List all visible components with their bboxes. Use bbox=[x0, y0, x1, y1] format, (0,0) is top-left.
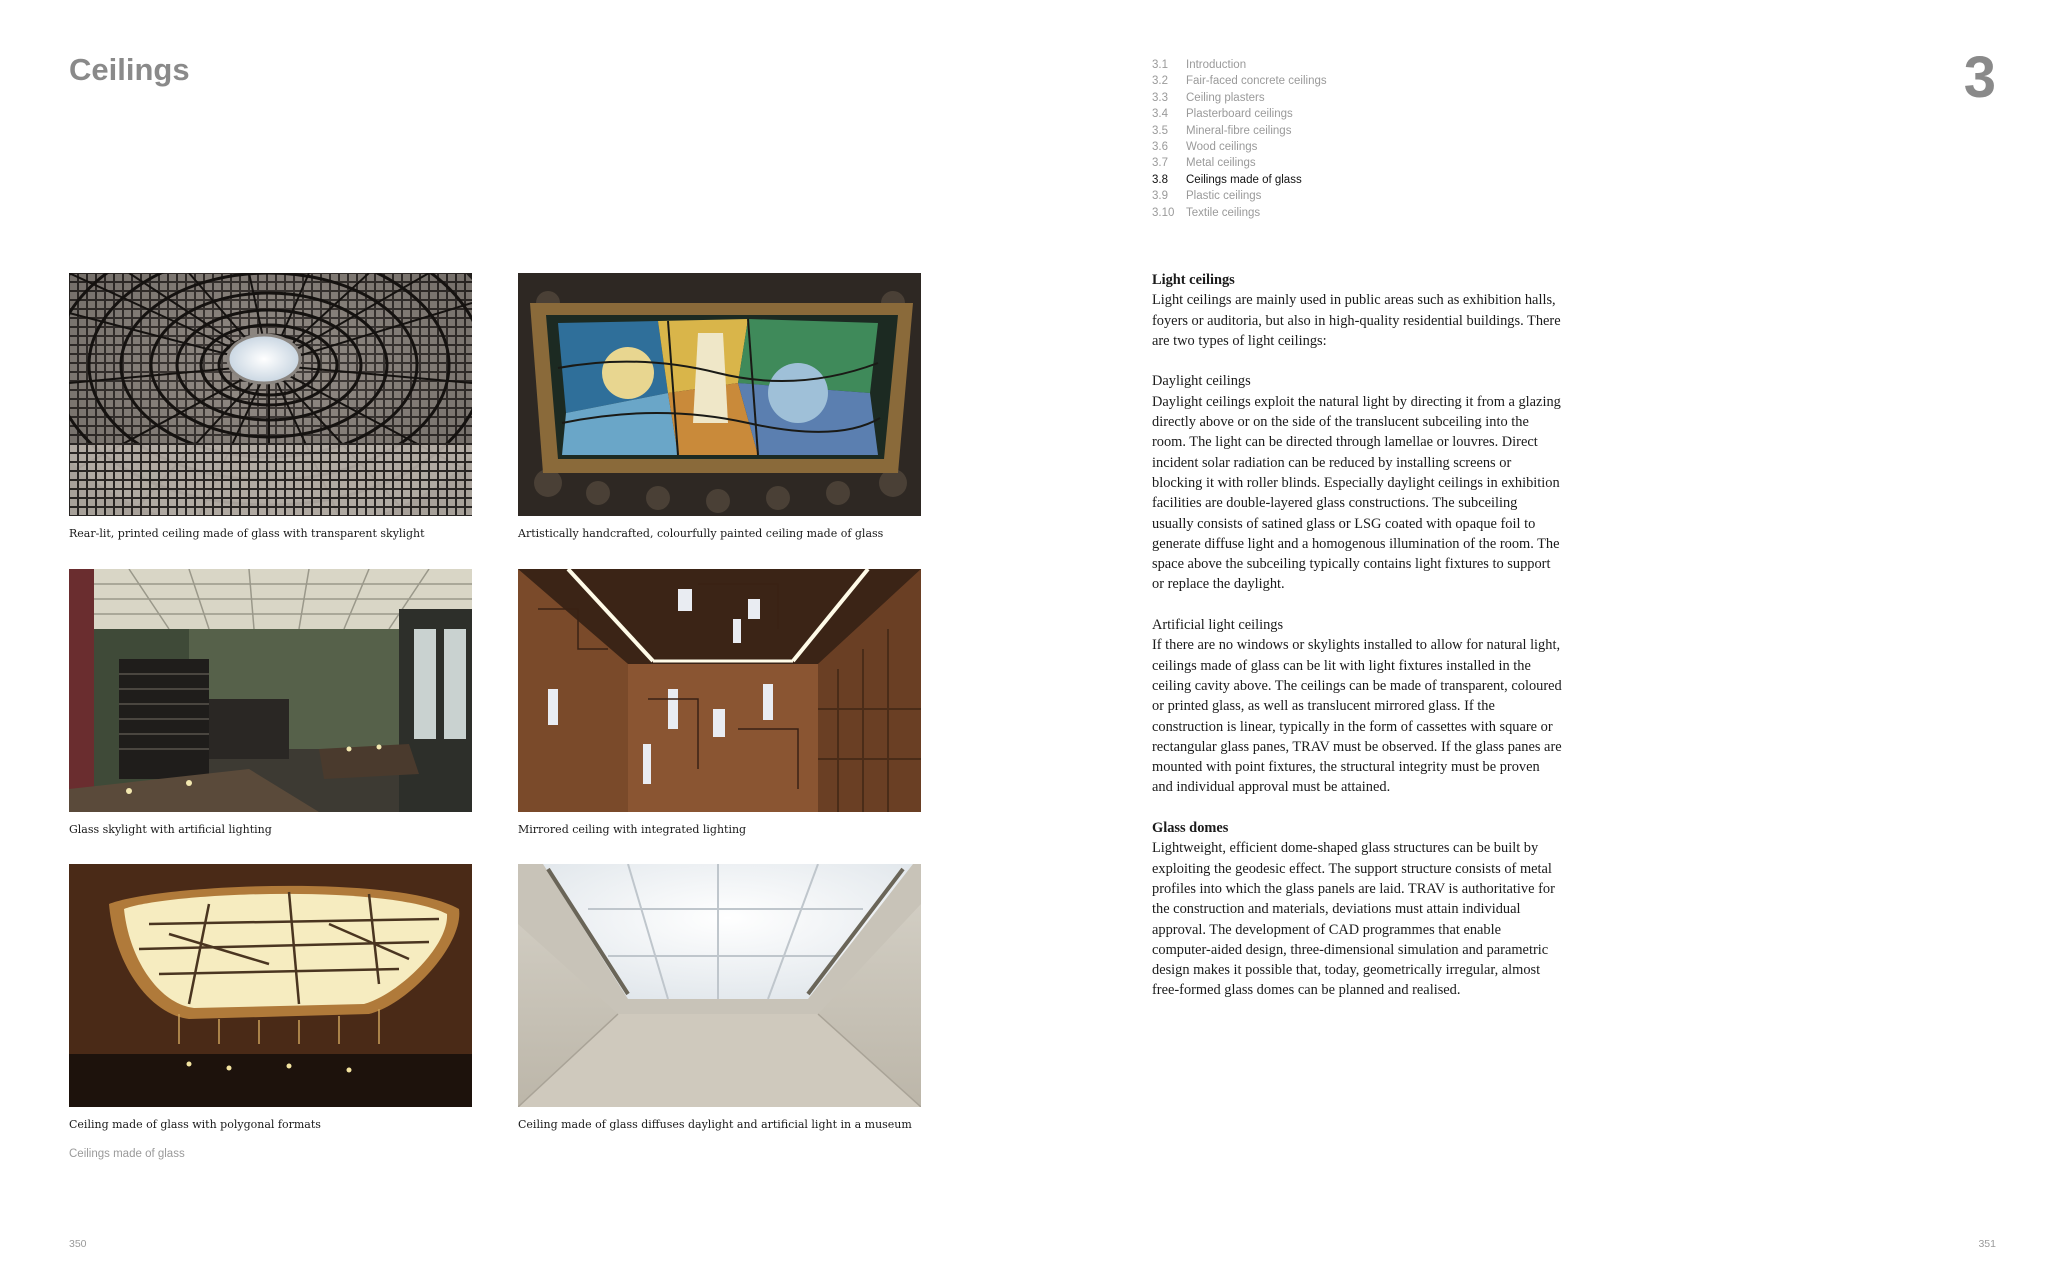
toc-number: 3.8 bbox=[1152, 173, 1168, 186]
light-ceilings-heading: Light ceilings bbox=[1152, 272, 1235, 288]
photo-stained-glass bbox=[518, 273, 921, 516]
toc-item[interactable] bbox=[1152, 106, 1327, 122]
glass-domes-paragraph: Lightweight, efficient dome-shaped glass structures can be built by exploiting the geodesic effect. The support structure consists of metal profiles into which the glass panels are laid. TRAV is authoritative for the construction and materials, deviations must attain individual approval. The development of CAD programmes that enable computer-aided design, three-dimensional simulation and parametric design makes it possible that, today, geometrically irregular, almost free-formed glass domes can be planned and realised. bbox=[1152, 840, 1555, 999]
photo-mirrored-ceiling bbox=[518, 569, 921, 812]
article-body bbox=[1152, 270, 1562, 1021]
toc-number: 3.7 bbox=[1152, 157, 1168, 170]
toc-label: Plastic ceilings bbox=[1186, 190, 1262, 203]
toc-label: Mineral-fibre ceilings bbox=[1186, 124, 1292, 137]
toc-number: 3.5 bbox=[1152, 124, 1168, 137]
toc-label: Fair-faced concrete ceilings bbox=[1186, 75, 1327, 88]
daylight-ceilings-heading: Daylight ceilings bbox=[1152, 373, 1251, 390]
photo-cafe-skylight bbox=[69, 569, 472, 812]
page-number-left: 350 bbox=[69, 1238, 87, 1250]
toc-label: Plasterboard ceilings bbox=[1186, 108, 1293, 121]
toc-label: Introduction bbox=[1186, 59, 1247, 71]
chapter-toc bbox=[1152, 57, 1327, 221]
toc-item[interactable] bbox=[1152, 155, 1327, 171]
toc-item[interactable] bbox=[1152, 139, 1327, 155]
toc-label: Wood ceilings bbox=[1186, 141, 1258, 154]
photo-dome-skylight bbox=[69, 273, 472, 516]
toc-number: 3.9 bbox=[1152, 190, 1168, 203]
toc-number: 3.6 bbox=[1152, 141, 1168, 154]
figure-caption: Glass skylight with artificial lighting bbox=[69, 823, 272, 836]
artificial-light-paragraph: If there are no windows or skylights installed to allow for natural light, ceilings made of glass can be lit with light fixtures installed in the ceiling cavity above. The ceilings can be made of transparent, coloured or printed glass, as well as translucent mirrored glass. If the construction is linear, typically in the form of cassettes with square or rectangular glass panes, TRAV must be observed. If the glass panes are mounted with point fixtures, the structural integrity must be proven and individual approval must be attained. bbox=[1152, 637, 1562, 796]
section-label: Ceilings made of glass bbox=[69, 1148, 185, 1160]
toc-item[interactable] bbox=[1152, 123, 1327, 139]
glass-domes-heading: Glass domes bbox=[1152, 820, 1229, 837]
toc-label: Textile ceilings bbox=[1186, 206, 1261, 219]
toc-item[interactable] bbox=[1152, 188, 1327, 204]
artificial-light-heading: Artificial light ceilings bbox=[1152, 617, 1284, 634]
toc-label: Metal ceilings bbox=[1186, 157, 1256, 170]
figure-caption: Ceiling made of glass diffuses daylight and artificial light in a museum bbox=[518, 1118, 912, 1131]
toc-label: Ceilings made of glass bbox=[1186, 173, 1302, 186]
toc-number: 3.2 bbox=[1152, 75, 1168, 88]
toc-label: Ceiling plasters bbox=[1186, 91, 1265, 104]
light-ceilings-paragraph: Light ceilings are mainly used in public areas such as exhibition halls, foyers or auditoria, but also in high-quality residential buildings. There are two types of light ceilings: bbox=[1152, 292, 1561, 349]
figure-caption: Mirrored ceiling with integrated lighting bbox=[518, 823, 747, 836]
toc-item[interactable] bbox=[1152, 57, 1327, 73]
figure-caption: Ceiling made of glass with polygonal formats bbox=[69, 1118, 321, 1131]
toc-number: 3.3 bbox=[1152, 91, 1168, 104]
toc-item[interactable] bbox=[1152, 73, 1327, 89]
figure-caption: Rear-lit, printed ceiling made of glass with transparent skylight bbox=[69, 527, 425, 540]
toc-number: 3.1 bbox=[1152, 59, 1168, 71]
page-number-right: 351 bbox=[1978, 1238, 1996, 1250]
daylight-ceilings-paragraph: Daylight ceilings exploit the natural light by directing it from a glazing directly above or on the side of the translucent subceiling into the room. The light can be directed through lamellae or louvres. Direct incident solar radiation can be reduced by installing screens or blocking it with roller blinds. Especially daylight ceilings in exhibition facilities are double-layered glass constructions. The subceiling usually consists of satined glass or LSG coated with opaque foil to generate diffuse light and a homogenous illumination of the room. The space above the subceiling typically contains light fixtures to support or replace the daylight. bbox=[1152, 393, 1561, 593]
figure-caption: Artistically handcrafted, colourfully painted ceiling made of glass bbox=[518, 527, 884, 540]
toc-number: 3.4 bbox=[1152, 108, 1168, 121]
photo-museum-ceiling bbox=[518, 864, 921, 1107]
toc-item[interactable] bbox=[1152, 90, 1327, 106]
toc-item-active[interactable] bbox=[1152, 172, 1327, 188]
photo-polygonal-ceiling bbox=[69, 864, 472, 1107]
page-title: Ceilings bbox=[69, 52, 190, 87]
toc-number: 3.10 bbox=[1152, 206, 1175, 219]
toc-item[interactable] bbox=[1152, 205, 1327, 221]
chapter-number: 3 bbox=[1963, 45, 1996, 110]
